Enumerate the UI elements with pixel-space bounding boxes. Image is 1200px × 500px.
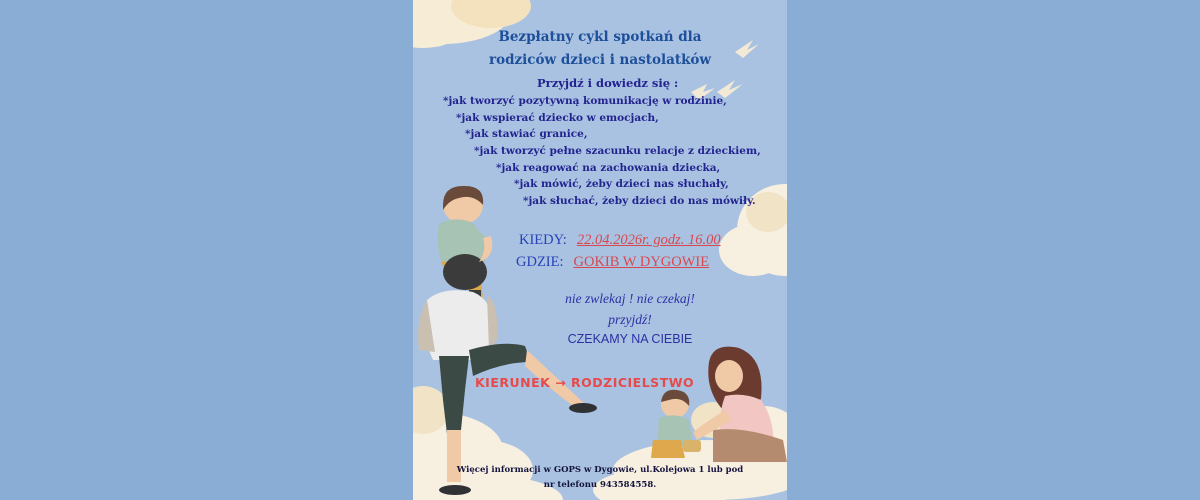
event-when	[519, 232, 721, 249]
mother-and-toddler-figure	[651, 347, 787, 462]
cta-line-3: CZEKAMY NA CIEBIE	[567, 332, 693, 346]
bullet-item: *jak wspierać dziecko w emocjach,	[456, 112, 659, 124]
cta-line-2: przyjdź!	[608, 312, 652, 327]
when-label: KIEDY:	[519, 232, 567, 248]
bullet-item: *jak tworzyć pełne szacunku relacje z dzieckiem,	[474, 145, 761, 157]
bullet-item: *jak tworzyć pozytywną komunikację w rodzinie,	[443, 95, 727, 107]
poster-title	[413, 26, 787, 72]
cta-line-1: nie zwlekaj ! nie czekaj!	[565, 291, 695, 306]
brand-slogan: KIERUNEK → RODZICIELSTWO	[475, 375, 695, 390]
bullet-item: *jak mówić, żeby dzieci nas słuchały,	[514, 178, 729, 190]
when-value: 22.04.2026r. godz. 16.00	[576, 232, 721, 248]
lead-text: Przyjdź i dowiedz się :	[537, 76, 679, 90]
title-line-1: Bezpłatny cykl spotkań dla	[498, 29, 702, 45]
footer-info-line-2: nr telefonu 943584558.	[543, 480, 657, 490]
event-where	[516, 254, 709, 271]
poster-illustration	[413, 0, 787, 500]
bullet-item: *jak reagować na zachowania dziecka,	[496, 162, 721, 174]
bullet-item: *jak stawiać granice,	[465, 128, 588, 140]
title-line-2: rodziców dzieci i nastolatków	[488, 52, 712, 68]
where-label: GDZIE:	[516, 254, 564, 270]
footer-info-line-1: Więcej informacji w GOPS w Dygowie, ul.Kolejowa 1 lub pod	[456, 465, 744, 475]
bullet-item: *jak słuchać, żeby dzieci do nas mówiły.	[523, 195, 756, 207]
where-value: GOKIB W DYGOWIE	[573, 254, 710, 270]
event-poster	[413, 0, 787, 500]
